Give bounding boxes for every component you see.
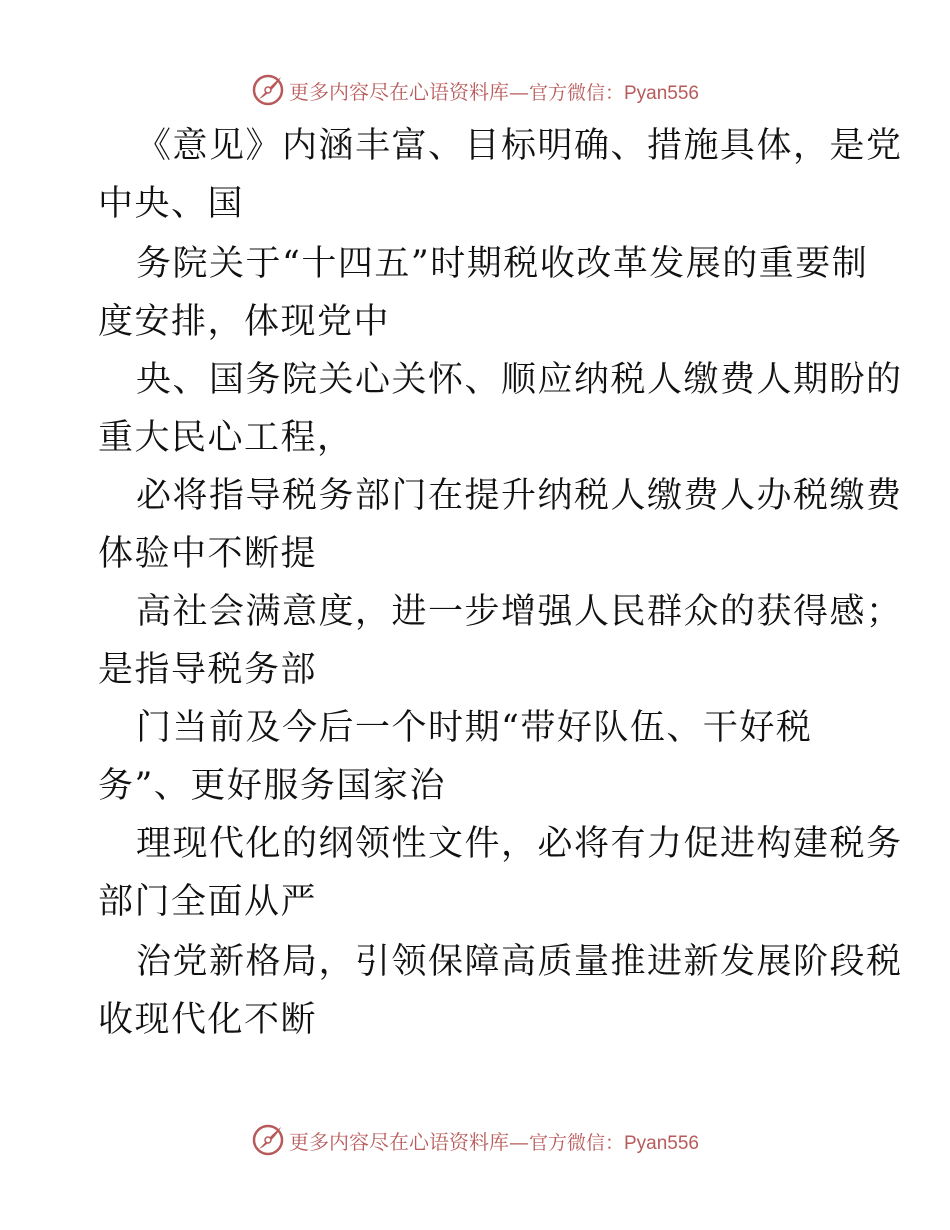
text-line: 门当前及今后一个时期“带好队伍、干好税 <box>136 708 813 748</box>
footer-watermark <box>0 1120 950 1160</box>
text-line: 高社会满意度，进一步增强人民群众的获得感； <box>136 592 903 632</box>
text-line: 重大民心工程， <box>98 418 354 458</box>
text-line: 部门全面从严 <box>98 882 318 922</box>
text-line: 务”、更好服务国家治 <box>98 766 446 806</box>
header-watermark <box>0 70 950 110</box>
text-line: 中央、国 <box>98 184 245 224</box>
text-line: 是指导税务部 <box>98 650 318 690</box>
feather-pen-circle-icon <box>251 73 285 107</box>
text-line: 收现代化不断 <box>98 1000 318 1040</box>
feather-pen-circle-icon <box>251 1123 285 1157</box>
text-line: 务院关于“十四五”时期税收改革发展的重要制 <box>136 244 869 284</box>
watermark-text: 更多内容尽在心语资料库—官方微信：Pyan556 <box>288 1129 699 1154</box>
text-line: 《意见》内涵丰富、目标明确、措施具体，是党 <box>136 126 903 166</box>
text-line: 央、国务院关心关怀、顺应纳税人缴费人期盼的 <box>136 360 903 400</box>
text-line: 度安排，体现党中 <box>98 302 391 342</box>
watermark-text: 更多内容尽在心语资料库—官方微信：Pyan556 <box>288 79 699 104</box>
text-line: 体验中不断提 <box>98 534 318 574</box>
text-line: 治党新格局，引领保障高质量推进新发展阶段税 <box>136 942 903 982</box>
text-line: 必将指导税务部门在提升纳税人缴费人办税缴费 <box>136 476 903 516</box>
text-line: 理现代化的纲领性文件，必将有力促进构建税务 <box>136 824 903 864</box>
